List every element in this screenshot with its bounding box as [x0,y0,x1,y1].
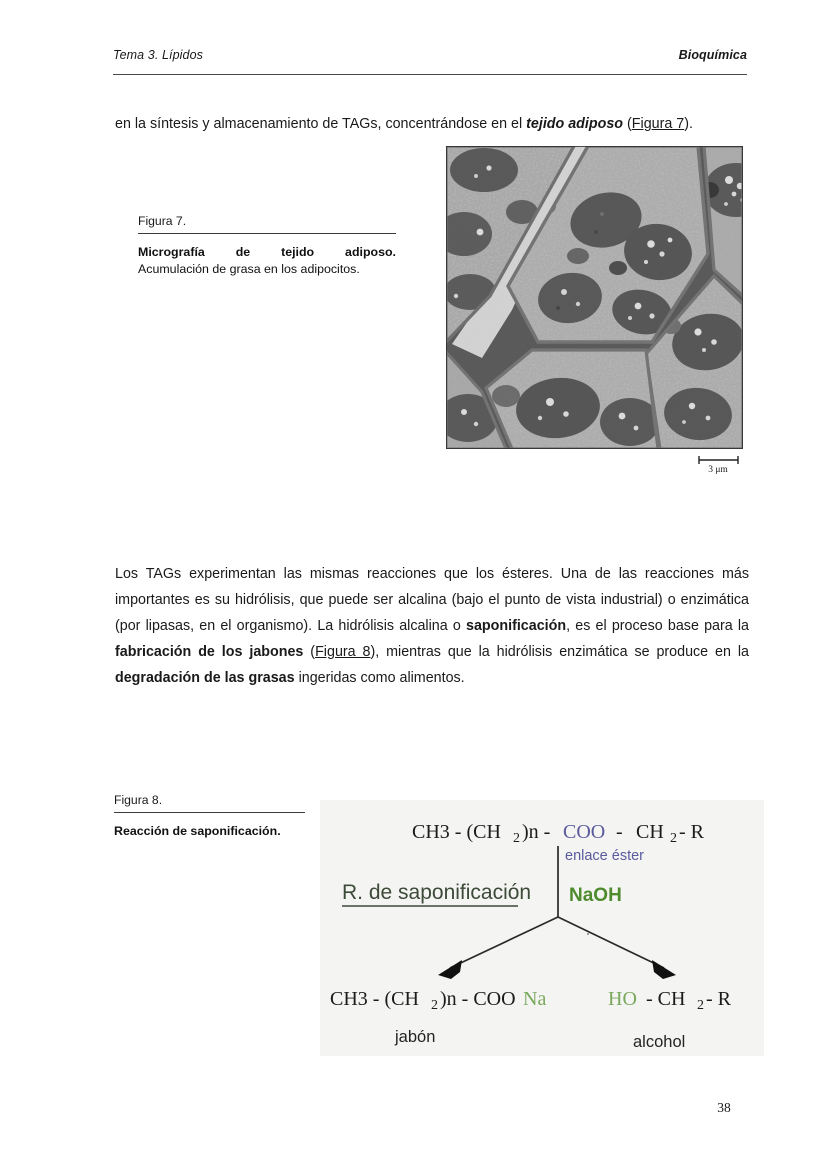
scan-speck [587,933,589,935]
header-subject: Bioquímica [678,48,747,62]
intro-text-1: en la síntesis y almacenamiento de TAGs, concentrándose en el [115,116,527,133]
paragraph-intro [115,111,749,137]
product-right-ch: - CH [646,988,686,1010]
figure-8-label: Figura 8. [114,793,305,813]
figure-8-label-block [114,793,305,813]
figure-7-caption-title: Micrografía de tejido adiposo. [138,245,396,259]
tags-text-3: ( [303,644,316,661]
product-left-sub: 2 [431,998,438,1013]
product-right-name-alcohol: alcohol [633,1033,686,1051]
tags-bold-saponificacion: saponificación [466,618,567,635]
figure-8-caption: Reacción de saponificación. [114,824,281,838]
reactant-sub-1: 2 [513,831,520,846]
adipose-tissue-micrograph-image [446,146,743,449]
reactant-n-close: )n - [522,821,551,843]
ester-bond-label: enlace éster [565,848,644,864]
product-left-cation-na: Na [523,988,547,1010]
paragraph-tags [115,561,749,691]
scalebar-label: 3 μm [708,465,728,474]
tags-reference-figura-8[interactable]: Figura 8 [315,644,371,661]
tags-bold-fabricacion-jabones: fabricación de los jabones [115,644,304,661]
figure-7-caption-detail: Acumulación de grasa en los adipocitos. [138,262,360,276]
figure-7-scalebar [446,452,743,474]
saponification-reaction-graphic [320,800,764,1056]
intro-emphasis-tejido-adiposo: tejido adiposo [526,116,624,133]
tags-bold-degradacion-grasas: degradación de las grasas [115,670,295,687]
reactant-r-tail: - R [679,821,704,843]
intro-text-3: ). [684,116,693,133]
reactant-sub-2: 2 [670,831,677,846]
figure-7-label: Figura 7. [138,214,396,234]
reactant-ch3-chain: CH3 - (CH [412,821,501,843]
product-right-r-tail: - R [706,988,731,1010]
figure-7-caption-block [138,214,396,278]
product-right-formula [608,988,732,1013]
reagent-naoh-label: NaOH [569,885,622,906]
reactant-ester-coo: COO [563,821,606,843]
product-left-coo: )n - COO [440,988,516,1010]
product-left-name-jabon: jabón [395,1028,436,1046]
intro-reference-figura-7[interactable]: Figura 7 [631,116,685,133]
reactant-ch: CH [636,821,664,843]
scalebar-graphic [446,452,743,474]
product-left-ch3-chain: CH3 - (CH [330,988,419,1010]
tags-text-2: , es el proceso base para la [566,618,749,635]
tags-text-4: ), mientras que la hidrólisis enzimática se produce en la [370,644,749,661]
header-topic: Tema 3. Lípidos [113,48,203,62]
page-number: 38 [717,1100,731,1115]
product-right-sub: 2 [697,998,704,1013]
page-header [113,48,747,75]
intro-text-2: ( [623,116,632,133]
product-right-hydroxyl-ho: HO [608,988,637,1010]
figure-7-caption [138,244,396,278]
figure-7-micrograph [446,146,743,449]
reactant-dash-mid: - [616,821,623,843]
reaction-name-label: R. de saponificación [342,881,532,904]
figure-8-saponification-diagram [320,800,764,1056]
tags-text-5: ingeridas como alimentos. [294,670,465,687]
tags-text-1: Los TAGs experimentan las mismas reacciones que los ésteres. Una de las reacciones más importantes es su hidrólisis, que puede ser alcalina (bajo el punto de vista industrial) o enzimática (por lipasas, en el organismo). La hidrólisis alcalina o [115,566,749,635]
